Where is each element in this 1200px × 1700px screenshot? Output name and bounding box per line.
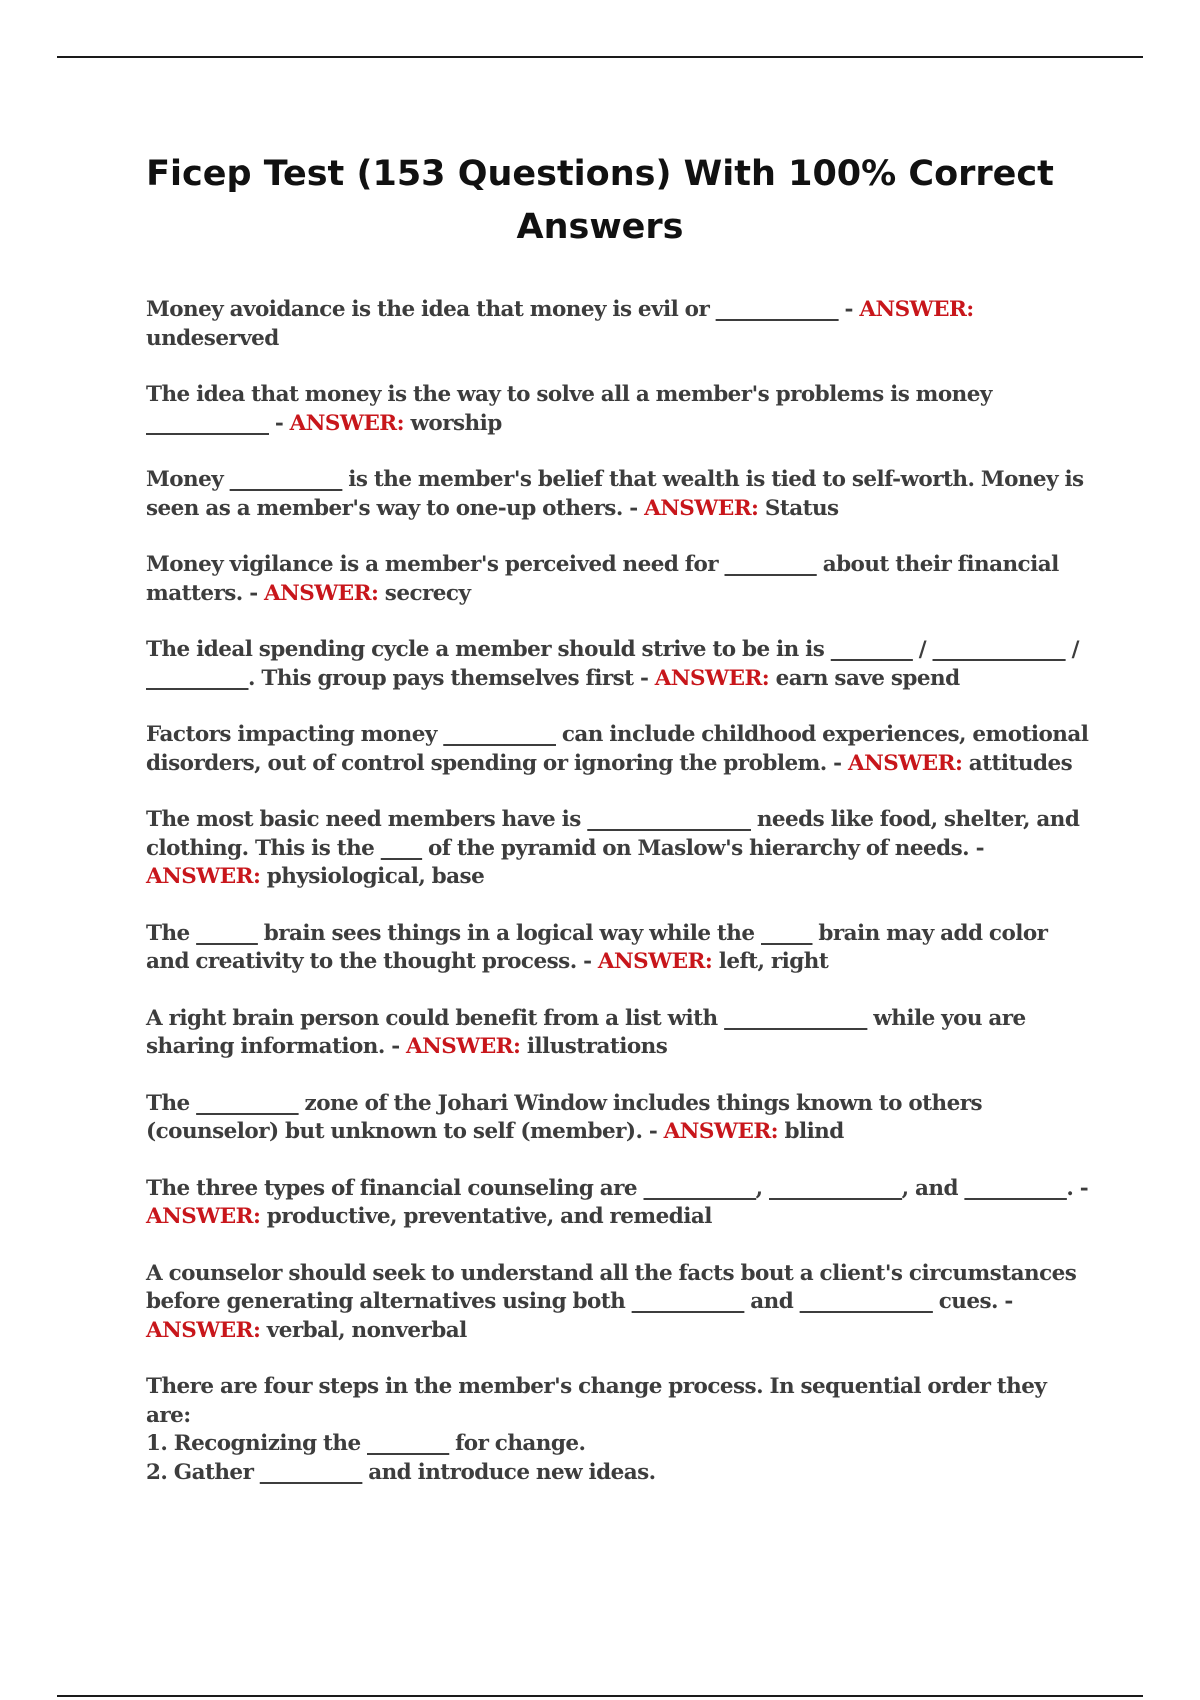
separator: -: [274, 410, 284, 436]
separator: -: [844, 297, 853, 322]
separator: -: [1079, 1175, 1089, 1201]
header-rule: [57, 56, 1143, 58]
separator: -: [833, 750, 842, 776]
answer-text: left, right: [718, 949, 829, 974]
answer-label: ANSWER:: [146, 864, 261, 889]
qa-item-13: [146, 1373, 1096, 1487]
qa-item-9: [146, 1005, 1096, 1062]
answer-text: verbal, nonverbal: [266, 1317, 467, 1343]
answer-text: earn save spend: [775, 665, 960, 691]
qa-item-4: [146, 551, 1096, 608]
qa-item-10: [146, 1090, 1096, 1147]
question-text: A right brain person could benefit from a list with ______________ while you are sharing information.: [146, 1005, 1033, 1059]
qa-item-12: [146, 1260, 1096, 1346]
question-text: Factors impacting money ___________ can include childhood experiences, emotional disorders, out of control spending or ignoring the problem.: [146, 722, 1095, 776]
question-text: The __________ zone of the Johari Window includes things known to others (counselor) but unknown to self (member).: [146, 1090, 989, 1144]
answer-label: ANSWER:: [146, 1204, 261, 1229]
question-text: The ideal spending cycle a member should strive to be in is ________ / _____________ / __________. This group pays themselves first: [146, 637, 1086, 691]
qa-item-8: [146, 920, 1096, 977]
answer-label: ANSWER:: [847, 750, 963, 776]
answer-text: undeserved: [146, 325, 279, 351]
qa-item-3: [146, 466, 1096, 523]
question-text: Money vigilance is a member's perceived need for _________ about their financial matters.: [146, 552, 1066, 606]
separator: -: [648, 1119, 658, 1144]
separator: -: [583, 949, 592, 974]
question-text: Money avoidance is the idea that money is evil or ____________: [146, 297, 839, 322]
answer-text: attitudes: [968, 750, 1073, 776]
question-text: Money ___________ is the member's belief that wealth is tied to self-worth. Money is seen as a member's way to one-up others.: [146, 467, 1091, 521]
qa-item-5: [146, 636, 1096, 693]
answer-label: ANSWER:: [859, 297, 974, 322]
answer-text: productive, preventative, and remedial: [266, 1204, 712, 1229]
answer-text: worship: [410, 410, 502, 436]
answer-label: ANSWER:: [654, 665, 770, 691]
answer-label: ANSWER:: [289, 410, 405, 436]
separator: -: [629, 495, 638, 521]
question-text: The ______ brain sees things in a logical way while the _____ brain may add color and creativity to the thought process.: [146, 920, 1054, 974]
question-text: The three types of financial counseling are ___________, _____________, and __________.: [146, 1175, 1074, 1201]
answer-text: Status: [764, 495, 839, 521]
qa-item-2: [146, 381, 1096, 438]
question-text: A counselor should seek to understand all the facts bout a client's circumstances before generating alternatives using both ___________ and _____________ cues.: [146, 1260, 1083, 1314]
answer-label: ANSWER:: [146, 1317, 261, 1343]
answer-text: illustrations: [526, 1034, 668, 1059]
separator: -: [249, 580, 258, 606]
separator: -: [975, 835, 984, 861]
answer-label: ANSWER:: [663, 1119, 779, 1144]
separator: -: [391, 1034, 400, 1059]
answer-label: ANSWER:: [597, 949, 713, 974]
qa-item-6: [146, 721, 1096, 778]
question-intro: There are four steps in the member's change process. In sequential order they are:: [146, 1374, 1047, 1428]
answer-text: secrecy: [384, 580, 471, 606]
answer-text: blind: [784, 1119, 844, 1144]
step-1: 1. Recognizing the ________ for change.: [146, 1431, 586, 1456]
qa-item-7: [146, 806, 1096, 892]
question-text: The idea that money is the way to solve all a member's problems is money ____________: [146, 382, 999, 436]
answer-label: ANSWER:: [264, 580, 379, 606]
question-text: The most basic need members have is ________________ needs like food, shelter, and clothing. This is the ____ of the pyramid on Maslow's hierarchy of needs.: [146, 807, 1086, 861]
separator: -: [1004, 1289, 1013, 1314]
qa-list: [146, 296, 1096, 1515]
qa-item-1: [146, 296, 1096, 353]
answer-text: physiological, base: [266, 864, 485, 889]
answer-label: ANSWER:: [644, 495, 759, 521]
qa-item-11: [146, 1175, 1096, 1232]
footer-rule: [57, 1695, 1143, 1697]
page-title: Ficep Test (153 Questions) With 100% Correct Answers: [146, 154, 1054, 247]
separator: -: [639, 665, 649, 691]
step-2: 2. Gather __________ and introduce new ideas.: [146, 1459, 656, 1485]
answer-label: ANSWER:: [406, 1034, 521, 1059]
